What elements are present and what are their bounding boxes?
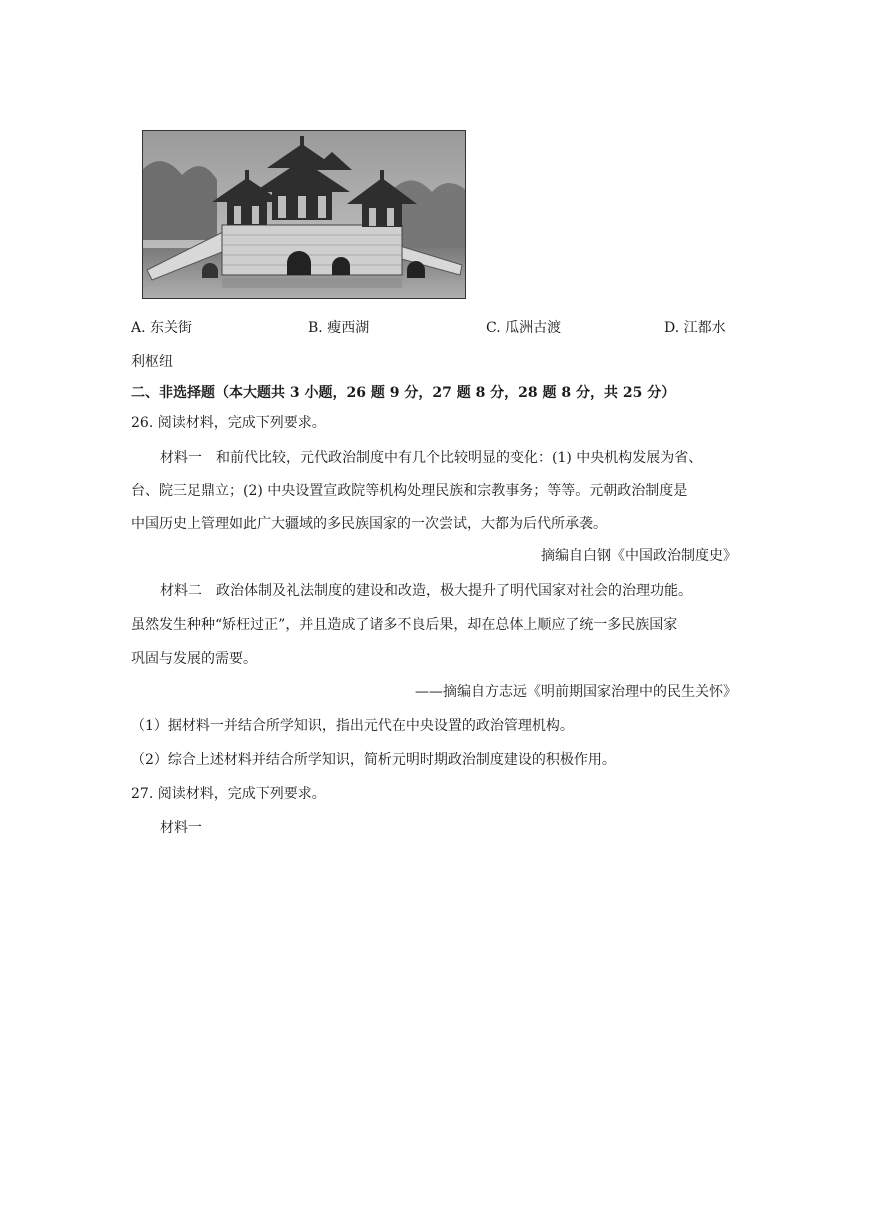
section-heading: 二、非选择题（本大题共 3 小题，26 题 9 分，27 题 8 分，28 题 8 分，共 25 分） (131, 385, 676, 401)
option-c: C. 瓜洲古渡 (486, 320, 562, 336)
q26-material2-line3: 巩固与发展的需要。 (131, 651, 257, 667)
q26-subquestion-1: （1）据材料一并结合所学知识，指出元代在中央设置的政治管理机构。 (131, 718, 574, 734)
q27-prompt: 27. 阅读材料，完成下列要求。 (131, 786, 326, 802)
q26-material1-line3: 中国历史上管理如此广大疆域的多民族国家的一次尝试，大都为后代所承袭。 (131, 516, 607, 532)
option-b: B. 瘦西湖 (308, 320, 370, 336)
q26-material2-source: ——摘编自方志远《明前期国家治理中的民生关怀》 (415, 684, 737, 700)
q26-material2-line2: 虽然发生种种“矫枉过正”，并且造成了诸多不良后果，却在总体上顺应了统一多民族国家 (131, 617, 678, 633)
q27-material1-label: 材料一 (160, 820, 202, 836)
q26-prompt: 26. 阅读材料，完成下列要求。 (131, 415, 326, 431)
option-d-continued: 利枢纽 (131, 354, 173, 370)
q26-material1-line2: 台、院三足鼎立；(2) 中央设置宣政院等机构处理民族和宗教事务；等等。元朝政治制度是 (131, 483, 688, 499)
q26-material2-line1: 材料二 政治体制及礼法制度的建设和改造，极大提升了明代国家对社会的治理功能。 (160, 583, 692, 599)
q26-subquestion-2: （2）综合上述材料并结合所学知识，简析元明时期政治制度建设的积极作用。 (131, 752, 616, 768)
five-pavilion-bridge-photo (142, 130, 466, 299)
q26-material1-source: 摘编自白钢《中国政治制度史》 (541, 548, 737, 564)
q26-material1-line1: 材料一 和前代比较，元代政治制度中有几个比较明显的变化：(1) 中央机构发展为省、 (160, 450, 703, 466)
option-a: A. 东关街 (131, 320, 193, 336)
option-d: D. 江都水 (664, 320, 726, 336)
